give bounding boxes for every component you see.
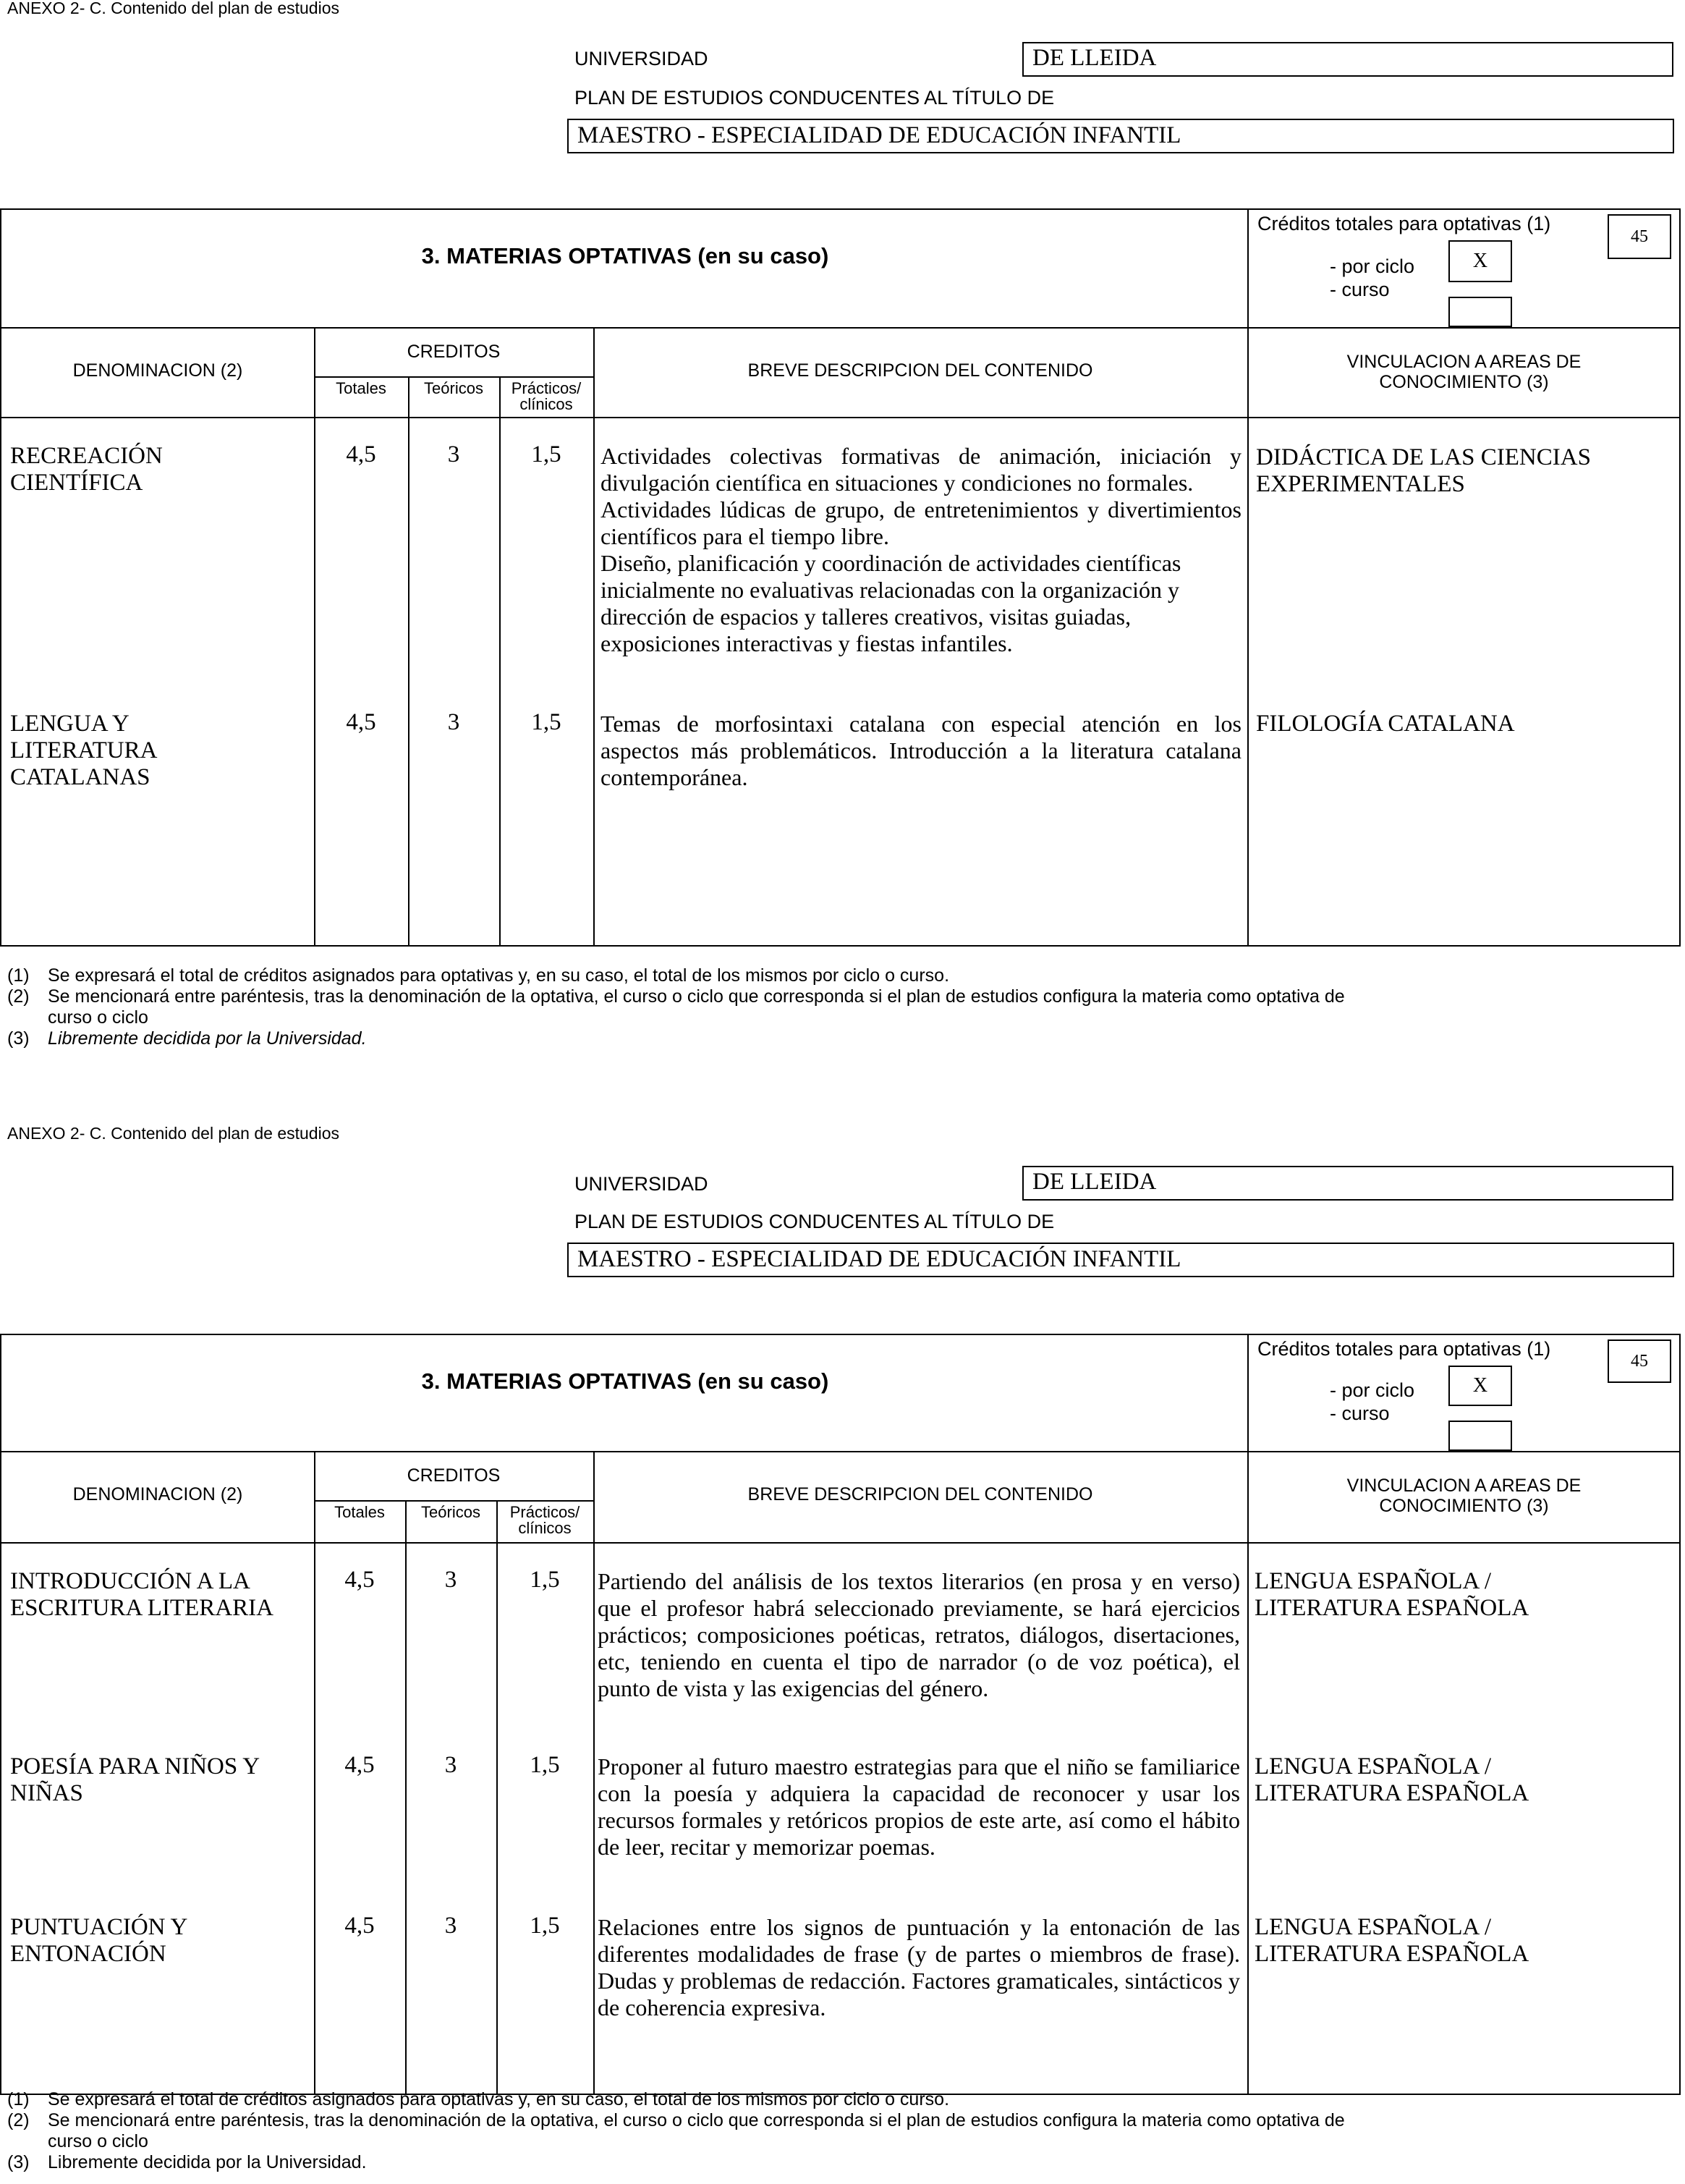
row-description [598,1914,1240,2021]
header-teoricos: Teóricos [424,379,483,397]
row-totales: 4,5 [344,1913,375,1939]
header-totales: Totales [334,1503,385,1521]
row-practicos: 1,5 [530,1567,560,1593]
footnote-number: (3) [7,2152,30,2172]
table-row-name [10,1914,187,1968]
footnotes [7,965,1345,1049]
footnote-text: Se expresará el total de créditos asignados para optativas y, en su caso, el total de los mismos por ciclo o curso. [48,965,950,986]
row-name-line: ESCRITURA LITERARIA [10,1595,273,1621]
row-name-line: CIENTÍFICA [10,470,143,496]
area-line: LITERATURA ESPAÑOLA [1255,1780,1529,1806]
row-description [598,1568,1240,1702]
area-line: LENGUA ESPAÑOLA / [1255,1753,1491,1779]
por-ciclo-label: - por ciclo [1330,255,1415,277]
university-label: UNIVERSIDAD [574,48,708,69]
curso-label: - curso [1330,279,1390,300]
description-paragraph: Actividades colectivas formativas de animación, iniciación y divulgación científica en situaciones y condiciones no formales. [600,443,1242,496]
header-vinculacion-1: VINCULACION A AREAS DE [1346,352,1582,372]
header-descripcion: BREVE DESCRIPCION DEL CONTENIDO [747,1484,1093,1504]
area-line: LITERATURA ESPAÑOLA [1255,1941,1529,1967]
footnote-text: Libremente decidida por la Universidad. [48,1028,367,1049]
plan-label: PLAN DE ESTUDIOS CONDUCENTES AL TÍTULO DE [574,87,1055,109]
university-label: UNIVERSIDAD [574,1173,708,1195]
header-vinculacion [1247,1476,1681,1516]
footnote-number: (2) [7,986,30,1007]
table-row-name [10,711,157,791]
header-practicos-2: clínicos [519,395,573,413]
row-name-line: LITERATURA [10,737,158,763]
header-denominacion: DENOMINACION (2) [72,360,243,381]
curso-label: - curso [1330,1402,1390,1424]
row-practicos: 1,5 [530,1913,560,1939]
header-totales: Totales [336,379,386,397]
row-practicos: 1,5 [531,441,561,467]
header-creditos: CREDITOS [407,1465,501,1486]
area-line: LENGUA ESPAÑOLA / [1255,1568,1491,1594]
footnote-number: (3) [7,1028,30,1049]
row-practicos: 1,5 [531,709,561,735]
footnote-text: curso o ciclo [48,2131,148,2151]
por-ciclo-checkbox: X [1448,1366,1512,1406]
university-value: DE LLEIDA [1022,42,1673,77]
footnote-number: (1) [7,965,30,986]
description-paragraph: Proponer al futuro maestro estrategias para que el niño se familiarice con la poesía y adquiera la capacidad de reconocer y usar los recursos formales y retóricos propios de este arte, así como el hábito de leer, recitar y memorizar poemas. [598,1753,1240,1860]
degree-title: MAESTRO - ESPECIALIDAD DE EDUCACIÓN INFANTIL [567,1243,1674,1277]
footnotes [7,2089,1345,2173]
credits-total-value: 45 [1608,214,1671,259]
row-area [1255,1914,1529,1968]
row-teoricos: 3 [447,709,460,735]
annex-label: ANEXO 2- C. Contenido del plan de estudios [7,1124,339,1143]
header-creditos: CREDITOS [407,342,501,362]
header-teoricos: Teóricos [421,1503,480,1521]
row-practicos: 1,5 [530,1752,560,1778]
row-teoricos: 3 [444,1913,457,1939]
footnote-number: (1) [7,2089,30,2109]
annex-label: ANEXO 2- C. Contenido del plan de estudios [7,0,339,17]
description-paragraph: Actividades lúdicas de grupo, de entretenimientos y divertimientos científicos para el tiempo libre. [600,496,1242,549]
row-description [598,1753,1240,1861]
footnote-text: Se expresará el total de créditos asignados para optativas y, en su caso, el total de los mismos por ciclo o curso. [48,2089,950,2109]
row-teoricos: 3 [447,441,460,467]
header-vinculacion-2: CONOCIMIENTO (3) [1379,372,1549,392]
curso-checkbox [1448,297,1512,327]
row-name-line: INTRODUCCIÓN A LA [10,1568,250,1594]
header-vinculacion-2: CONOCIMIENTO (3) [1379,1496,1549,1516]
row-description [600,711,1242,791]
row-name-line: PUNTUACIÓN Y [10,1914,188,1940]
header-vinculacion [1247,352,1681,392]
por-ciclo-checkbox: X [1448,240,1512,282]
row-teoricos: 3 [444,1752,457,1778]
section-title: 3. MATERIAS OPTATIVAS (en su caso) [421,243,829,268]
row-name-line: ENTONACIÓN [10,1941,166,1967]
header-vinculacion-1: VINCULACION A AREAS DE [1346,1476,1582,1496]
table-row-name [10,1753,260,1807]
por-ciclo-label: - por ciclo [1330,1379,1415,1401]
row-teoricos: 3 [444,1567,457,1593]
section-title: 3. MATERIAS OPTATIVAS (en su caso) [421,1368,829,1394]
credits-total-label: Créditos totales para optativas (1) [1257,1338,1551,1360]
row-description [600,443,1242,657]
plan-label: PLAN DE ESTUDIOS CONDUCENTES AL TÍTULO DE [574,1211,1055,1232]
credits-total-label: Créditos totales para optativas (1) [1257,213,1551,234]
curso-checkbox [1448,1421,1512,1451]
row-area [1255,1568,1529,1622]
header-practicos-1: Prácticos/ [511,379,582,397]
row-name-line: POESÍA PARA NIÑOS Y [10,1753,260,1779]
row-name-line: LENGUA Y [10,711,130,737]
header-descripcion: BREVE DESCRIPCION DEL CONTENIDO [747,360,1093,381]
university-value: DE LLEIDA [1022,1166,1673,1201]
area-line: FILOLOGÍA CATALANA [1256,711,1515,737]
credits-total-value: 45 [1608,1339,1671,1383]
row-name-line: NIÑAS [10,1780,83,1806]
area-line: LITERATURA ESPAÑOLA [1255,1595,1529,1621]
description-paragraph: Temas de morfosintaxi catalana con especial atención en los aspectos más problemáticos. Introducción a la literatura catalana contemporánea. [600,711,1242,790]
row-totales: 4,5 [346,441,376,467]
optativas-table [0,1334,1681,2095]
row-area [1256,711,1515,737]
area-line: EXPERIMENTALES [1256,471,1465,497]
description-paragraph: Partiendo del análisis de los textos literarios (en prosa y en verso) que el profesor habrá seleccionado previamente, se hará ejercicios prácticos; composiciones poéticas, retratos, diálogos, disertaciones, etc, teniendo en cuenta el tipo de narrador (o de voz poética), el punto de vista y las exigencias del género. [598,1568,1240,1701]
row-name-line: CATALANAS [10,764,150,790]
footnote-text: Se mencionará entre paréntesis, tras la denominación de la optativa, el curso o ciclo que corresponda si el plan de estudios configura la materia como optativa de [48,986,1345,1007]
footnote-text: Se mencionará entre paréntesis, tras la denominación de la optativa, el curso o ciclo que corresponda si el plan de estudios configura la materia como optativa de [48,2110,1345,2130]
degree-title: MAESTRO - ESPECIALIDAD DE EDUCACIÓN INFANTIL [567,119,1674,153]
description-paragraph: Diseño, planificación y coordinación de actividades científicas inicialmente no evaluativas relacionadas con la organización y dirección de espacios y talleres creativos, visitas guiadas, exposiciones interactivas y fiestas infantiles. [600,550,1181,656]
header-practicos-1: Prácticos/ [509,1503,580,1521]
optativas-table [0,208,1681,947]
row-totales: 4,5 [344,1567,375,1593]
row-totales: 4,5 [344,1752,375,1778]
footnote-number: (2) [7,2110,30,2130]
row-totales: 4,5 [346,709,376,735]
table-row-name [10,1568,273,1622]
footnote-text: curso o ciclo [48,1007,148,1028]
footnote-text: Libremente decidida por la Universidad. [48,2152,367,2172]
row-area [1256,444,1591,498]
page-2 [0,1092,1685,2184]
row-name-line: RECREACIÓN [10,443,163,469]
header-practicos-2: clínicos [518,1519,572,1537]
description-paragraph: Relaciones entre los signos de puntuación y la entonación de las diferentes modalidades de frase (y de partes o miembros de frase). Dudas y problemas de redacción. Factores gramaticales, sintácticos y de coherencia expresiva. [598,1914,1240,2020]
area-line: DIDÁCTICA DE LAS CIENCIAS [1256,444,1591,470]
header-denominacion: DENOMINACION (2) [72,1484,243,1504]
table-row-name [10,443,163,496]
row-area [1255,1753,1529,1807]
area-line: LENGUA ESPAÑOLA / [1255,1914,1491,1940]
